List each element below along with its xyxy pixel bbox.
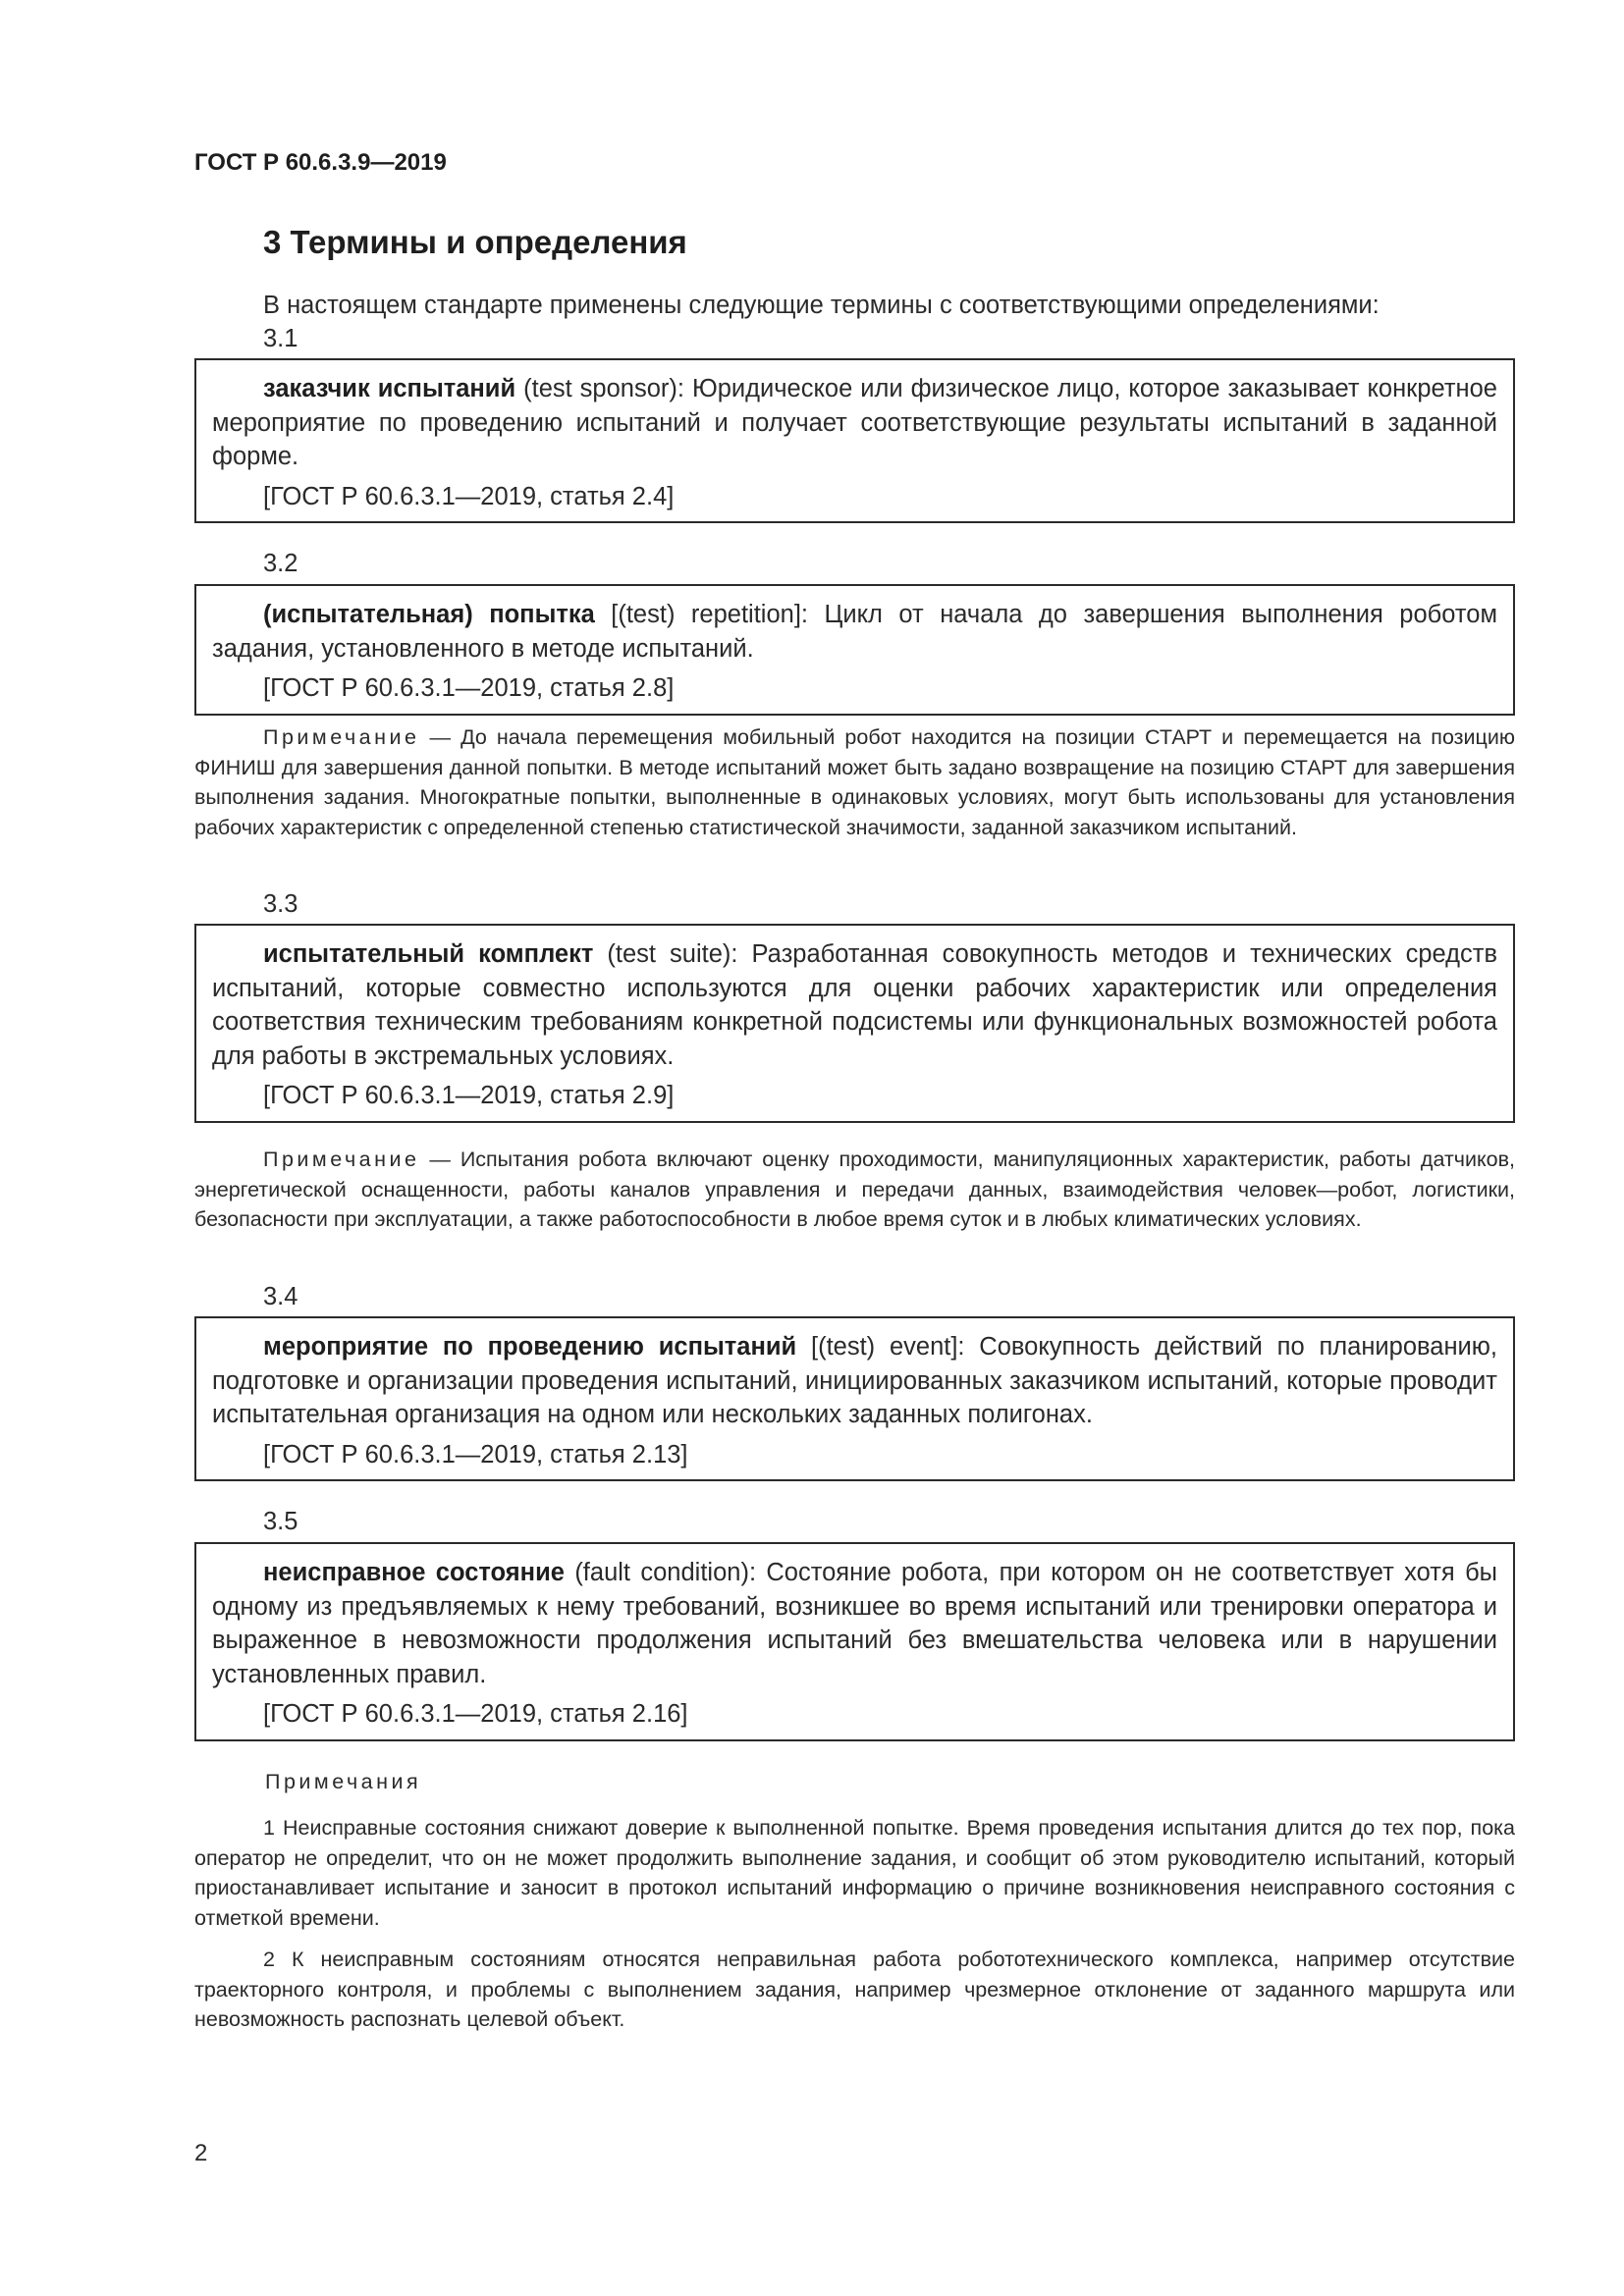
term-name: заказчик испытаний <box>263 375 516 402</box>
definition-text: (test suite): Разработанная совокупность методов и технических средств испытаний, которые совместно используются для оценки рабочих характеристик или определения соответствия техническим требованиям конкретной подсистемы или функциональных возможностей робота для работы в экстремальных условиях. <box>212 940 1497 1070</box>
term-definition-box <box>194 1316 1515 1481</box>
term-number: 3.3 <box>263 890 298 918</box>
term-source: [ГОСТ Р 60.6.3.1—2019, статья 2.13] <box>263 1440 688 1468</box>
note-text: — До начала перемещения мобильный робот находится на позиции СТАРТ и перемещается на позицию ФИНИШ для завершения данной попытки. В методе испытаний может быть задано возвращение на позицию СТАРТ для завершения выполнения задания. Многократные попытки, выполненные в одинаковых условиях, могут быть использованы для установления рабочих характеристик с определенной степенью статистической значимости, заданной заказчиком испытаний. <box>194 725 1515 839</box>
note-label: Примечание <box>263 725 420 749</box>
definition-text: [(test) repetition]: Цикл от начала до завершения выполнения роботом задания, установленного в методе испытаний. <box>212 601 1498 663</box>
term-source: [ГОСТ Р 60.6.3.1—2019, статья 2.9] <box>263 1082 675 1109</box>
term-source: [ГОСТ Р 60.6.3.1—2019, статья 2.8] <box>263 674 675 702</box>
term-source: [ГОСТ Р 60.6.3.1—2019, статья 2.4] <box>263 482 675 510</box>
term-name: мероприятие по проведению испытаний <box>263 1333 797 1361</box>
section-title: 3 Термины и определения <box>263 224 687 260</box>
definition-text: (test sponsor): Юридическое или физическое лицо, которое заказывает конкретное мероприятие по проведению испытаний и получает соответствующие результаты испытаний в заданной форме. <box>212 375 1497 470</box>
note-item: 1 Неисправные состояния снижают доверие к выполненной попытке. Время проведения испытания длится до тех пор, пока оператор не определит, что он не может продолжить выполнение задания, и сообщит об этом руководителю испытаний, который приостанавливает испытание и заносит в протокол испытаний информацию о причине возникновения неисправного состояния с отметкой времени. <box>194 1816 1515 1930</box>
term-name: (испытательная) попытка <box>263 601 595 628</box>
notes-heading: Примечания <box>265 1770 422 1793</box>
term-source: [ГОСТ Р 60.6.3.1—2019, статья 2.16] <box>263 1700 688 1728</box>
definition-text: (fault condition): Состояние робота, при котором он не соответствует хотя бы одному из предъявляемых к нему требований, возникшее во время испытаний или тренировки оператора и выраженное в невозможности продолжения испытаний без вмешательства человека или в нарушении установленных правил. <box>212 1559 1497 1688</box>
term-note <box>194 1145 1515 1235</box>
term-definition <box>212 937 1497 1073</box>
note-text: — Испытания робота включают оценку проходимости, манипуляционных характеристик, работы датчиков, энергетической оснащенности, работы каналов управления и передачи данных, взаимодействия человек—робот, логистики, безопасности при эксплуатации, а также работоспособности в любое время суток и в любых климатических условиях. <box>194 1148 1515 1231</box>
term-definition-box <box>194 924 1515 1123</box>
term-definition <box>212 1330 1497 1432</box>
term-definition-box <box>194 358 1515 523</box>
term-definition-box <box>194 1542 1515 1741</box>
note-label: Примечание <box>263 1148 420 1171</box>
term-definition <box>212 1556 1497 1691</box>
term-name: неисправное состояние <box>263 1559 565 1586</box>
term-number: 3.4 <box>263 1283 298 1310</box>
term-definition <box>212 372 1497 474</box>
note-item: 2 К неисправным состояниям относятся неправильная работа робототехнического комплекса, например отсутствие траекторного контроля, и проблемы с выполнением задания, например чрезмерное отклонение от заданного маршрута или невозможность распознать целевой объект. <box>194 1948 1515 2031</box>
document-id-header: ГОСТ Р 60.6.3.9—2019 <box>194 149 447 176</box>
term-number: 3.1 <box>263 325 298 352</box>
section-intro: В настоящем стандарте применены следующие термины с соответствующими определениями: <box>263 292 1380 319</box>
term-note <box>194 722 1515 842</box>
term-number: 3.2 <box>263 550 298 577</box>
definition-text: [(test) event]: Совокупность действий по планированию, подготовке и организации проведения испытаний, инициированных заказчиком испытаний, которые проводит испытательная организация на одном или нескольких заданных полигонах. <box>212 1333 1497 1428</box>
term-name: испытательный комплект <box>263 940 594 968</box>
term-number: 3.5 <box>263 1508 298 1535</box>
term-definition-box <box>194 584 1515 716</box>
term-definition <box>212 598 1497 666</box>
page-number: 2 <box>194 2140 208 2166</box>
